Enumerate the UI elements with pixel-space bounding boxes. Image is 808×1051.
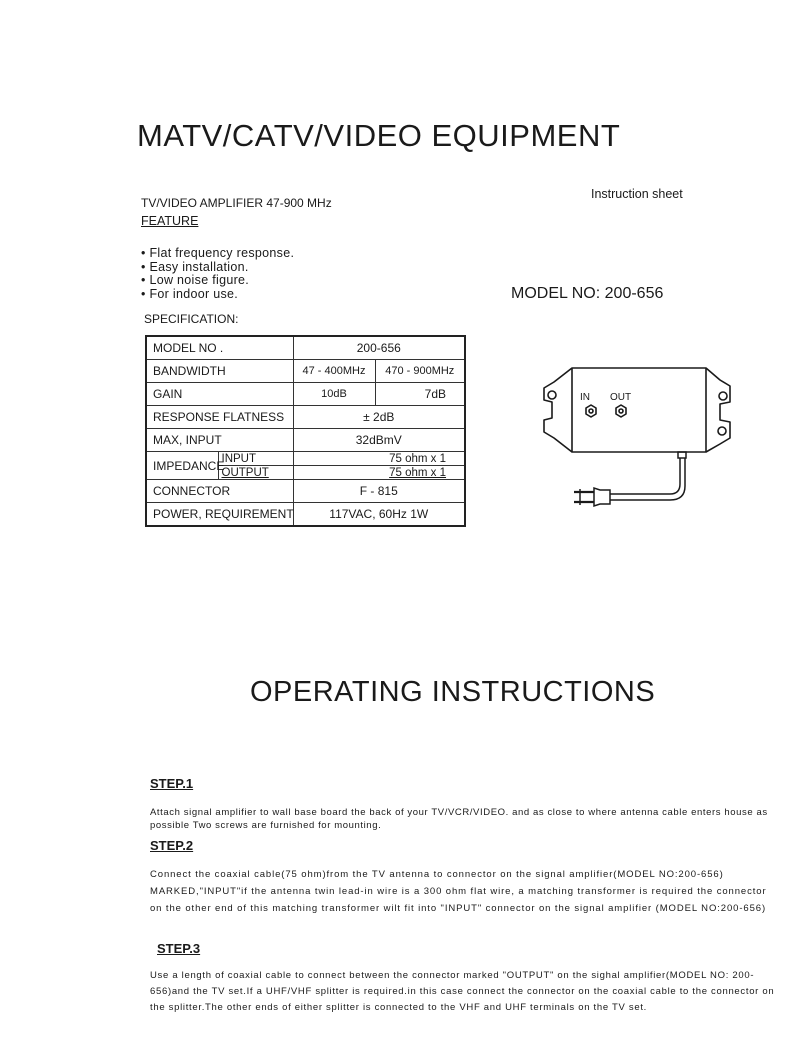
table-row — [146, 452, 465, 466]
step3-text: Use a length of coaxial cable to connect between the connector marked "OUTPUT" on the sighal amplifier(MODEL NO: 200-656)and the TV set.If a UHF/VHF splitter is required.in this case connect the connector on the coaxial cable to the connector on the splitter.The other ends of either splitter is connected to the VHF and UHF terminals on the TV set. — [150, 970, 775, 1013]
feature-item: • Easy installation. — [141, 261, 294, 275]
feature-list — [141, 247, 294, 301]
spec-value-gain-high: 7dB — [375, 383, 465, 406]
amplifier-body — [544, 368, 730, 452]
spec-value-model: 200-656 — [293, 336, 465, 360]
spec-value-bandwidth-high: 470 - 900MHz — [375, 360, 465, 383]
spec-value-gain-low: 10dB — [293, 383, 375, 406]
table-row — [146, 336, 465, 360]
spec-label-max-input: MAX, INPUT — [146, 429, 293, 452]
spec-value-bandwidth-low: 47 - 400MHz — [293, 360, 375, 383]
specification-heading: SPECIFICATION: — [144, 312, 239, 326]
spec-label-impedance: IMPEDANCE — [146, 452, 218, 480]
step2-heading: STEP.2 — [150, 838, 194, 853]
spec-label-model: MODEL NO . — [146, 336, 293, 360]
feature-item: • For indoor use. — [141, 288, 294, 302]
spec-value-connector: F - 815 — [293, 480, 465, 503]
spec-value-impedance-output: 75 ohm x 1 — [293, 466, 465, 480]
amplifier-diagram — [540, 362, 740, 512]
feature-item: • Low noise figure. — [141, 274, 294, 288]
in-label: IN — [580, 392, 590, 403]
table-row — [146, 503, 465, 527]
specification-table — [145, 335, 466, 527]
table-row — [146, 360, 465, 383]
spec-label-power: POWER, REQUIREMENT — [146, 503, 293, 527]
feature-heading: FEATURE — [141, 214, 199, 228]
out-label: OUT — [610, 392, 632, 403]
spec-value-impedance-input: 75 ohm x 1 — [293, 452, 465, 466]
spec-label-flatness: RESPONSE FLATNESS — [146, 406, 293, 429]
step3-heading: STEP.3 — [157, 941, 201, 956]
table-row — [146, 429, 465, 452]
spec-label-connector: CONNECTOR — [146, 480, 293, 503]
spec-label-bandwidth: BANDWIDTH — [146, 360, 293, 383]
instruction-sheet-label: Instruction sheet — [591, 187, 683, 201]
product-subtitle: TV/VIDEO AMPLIFIER 47-900 MHz — [141, 196, 332, 210]
spec-label-impedance-output: OUTPUT — [218, 466, 293, 480]
step2-text: Connect the coaxial cable(75 ohm)from the TV antenna to connector on the signal amplifier(MODEL NO:200-656) MARKED,"INPUT"if the antenna twin lead-in wire is a 300 ohm flat wire, a matching transformer is required the connector on the other end of this matching transformer wilt fit into "INPUT" connector on the signal amplifier (MODEL NO:200-656) — [150, 869, 767, 914]
document-title: MATV/CATV/VIDEO EQUIPMENT — [137, 118, 621, 153]
operating-instructions-heading: OPERATING INSTRUCTIONS — [250, 676, 656, 708]
table-row — [146, 383, 465, 406]
model-number-heading: MODEL NO: 200-656 — [511, 285, 664, 302]
table-row — [146, 480, 465, 503]
step1-text: Attach signal amplifier to wall base board the back of your TV/VCR/VIDEO. and as close to where antenna cable enters house as possible Two screws are furnished for mounting. — [150, 807, 768, 831]
spec-label-impedance-input: INPUT — [218, 452, 293, 466]
spec-value-max-input: 32dBmV — [293, 429, 465, 452]
power-cord — [574, 452, 686, 506]
table-row — [146, 406, 465, 429]
spec-label-gain: GAIN — [146, 383, 293, 406]
step1-heading: STEP.1 — [150, 776, 194, 791]
spec-value-flatness: ± 2dB — [293, 406, 465, 429]
spec-value-power: 117VAC, 60Hz 1W — [293, 503, 465, 527]
feature-item: • Flat frequency response. — [141, 247, 294, 261]
